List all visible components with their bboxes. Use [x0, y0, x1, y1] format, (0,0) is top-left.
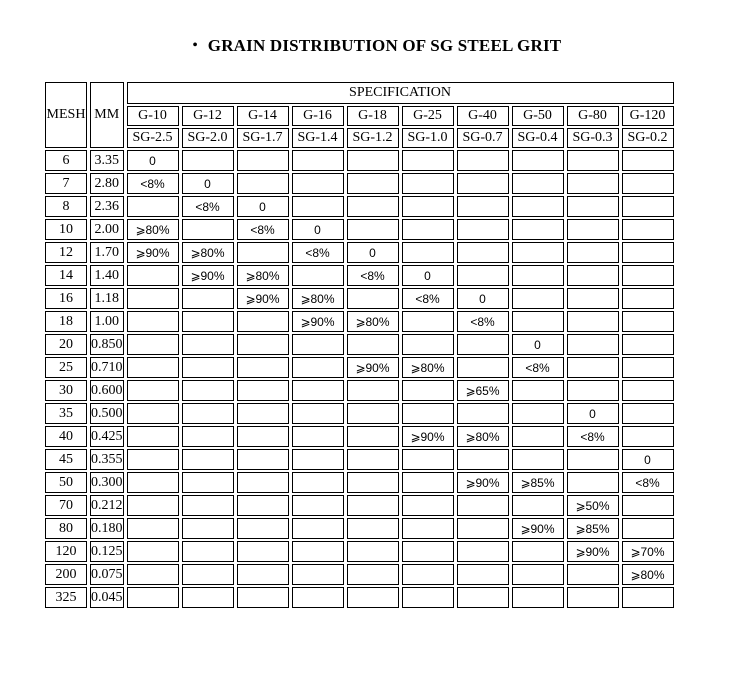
- mm-cell: 0.300: [90, 472, 124, 493]
- distribution-cell: ⩾90%: [182, 265, 234, 286]
- distribution-cell: [567, 219, 619, 240]
- distribution-cell: [182, 334, 234, 355]
- distribution-cell: [127, 265, 179, 286]
- distribution-cell: [567, 357, 619, 378]
- mm-cell: 0.075: [90, 564, 124, 585]
- distribution-cell: [402, 219, 454, 240]
- distribution-cell: [347, 219, 399, 240]
- distribution-cell: [347, 472, 399, 493]
- table-row: [45, 426, 674, 447]
- distribution-cell: [457, 495, 509, 516]
- distribution-cell: [567, 196, 619, 217]
- mesh-cell: 200: [45, 564, 87, 585]
- page-title: [0, 36, 754, 56]
- distribution-cell: [402, 495, 454, 516]
- distribution-cell: [512, 403, 564, 424]
- distribution-cell: [512, 564, 564, 585]
- distribution-cell: [182, 219, 234, 240]
- distribution-cell: ⩾90%: [292, 311, 344, 332]
- distribution-cell: [457, 518, 509, 539]
- mesh-header: MESH: [45, 82, 87, 148]
- distribution-cell: ⩾90%: [567, 541, 619, 562]
- grain-distribution-table: [42, 80, 677, 610]
- distribution-cell: [182, 426, 234, 447]
- distribution-cell: [457, 357, 509, 378]
- distribution-cell: [347, 403, 399, 424]
- distribution-cell: [182, 449, 234, 470]
- distribution-cell: [292, 265, 344, 286]
- distribution-cell: 0: [567, 403, 619, 424]
- mm-header: MM: [90, 82, 124, 148]
- distribution-cell: [457, 219, 509, 240]
- distribution-cell: [237, 426, 289, 447]
- distribution-cell: [457, 173, 509, 194]
- distribution-cell: [402, 449, 454, 470]
- distribution-cell: [347, 587, 399, 608]
- distribution-cell: [567, 472, 619, 493]
- distribution-cell: ⩾80%: [347, 311, 399, 332]
- distribution-cell: [567, 449, 619, 470]
- distribution-cell: [292, 495, 344, 516]
- distribution-cell: [512, 311, 564, 332]
- grade-sg-header: SG-0.4: [512, 128, 564, 148]
- grade-g-header: G-40: [457, 106, 509, 126]
- distribution-cell: [402, 564, 454, 585]
- mm-cell: 0.710: [90, 357, 124, 378]
- distribution-cell: [512, 242, 564, 263]
- mesh-cell: 45: [45, 449, 87, 470]
- distribution-cell: [512, 288, 564, 309]
- distribution-cell: [237, 357, 289, 378]
- mm-cell: 0.180: [90, 518, 124, 539]
- distribution-cell: [622, 357, 674, 378]
- mm-cell: 2.80: [90, 173, 124, 194]
- distribution-cell: [567, 564, 619, 585]
- distribution-cell: <8%: [182, 196, 234, 217]
- distribution-cell: [292, 150, 344, 171]
- distribution-cell: [127, 403, 179, 424]
- distribution-cell: [347, 173, 399, 194]
- distribution-cell: ⩾50%: [567, 495, 619, 516]
- distribution-cell: ⩾70%: [622, 541, 674, 562]
- distribution-cell: [182, 472, 234, 493]
- distribution-cell: ⩾65%: [457, 380, 509, 401]
- distribution-cell: [622, 426, 674, 447]
- mesh-cell: 35: [45, 403, 87, 424]
- distribution-cell: [347, 334, 399, 355]
- distribution-cell: [457, 587, 509, 608]
- distribution-cell: [622, 587, 674, 608]
- mm-cell: 2.36: [90, 196, 124, 217]
- distribution-cell: [347, 196, 399, 217]
- distribution-cell: [127, 518, 179, 539]
- distribution-cell: [347, 495, 399, 516]
- grade-sg-header: SG-1.7: [237, 128, 289, 148]
- distribution-cell: ⩾80%: [457, 426, 509, 447]
- distribution-cell: ⩾90%: [457, 472, 509, 493]
- mm-cell: 0.212: [90, 495, 124, 516]
- distribution-cell: 0: [127, 150, 179, 171]
- distribution-cell: ⩾90%: [512, 518, 564, 539]
- distribution-cell: ⩾90%: [237, 288, 289, 309]
- mm-cell: 1.40: [90, 265, 124, 286]
- distribution-cell: [622, 518, 674, 539]
- distribution-cell: [622, 265, 674, 286]
- distribution-cell: [182, 564, 234, 585]
- distribution-cell: [182, 357, 234, 378]
- distribution-cell: [237, 403, 289, 424]
- distribution-cell: [127, 311, 179, 332]
- distribution-cell: [457, 449, 509, 470]
- distribution-cell: ⩾90%: [402, 426, 454, 447]
- table-row: [45, 541, 674, 562]
- distribution-cell: [402, 541, 454, 562]
- mesh-cell: 12: [45, 242, 87, 263]
- distribution-cell: ⩾90%: [347, 357, 399, 378]
- grade-sg-header: SG-1.0: [402, 128, 454, 148]
- distribution-cell: ⩾80%: [182, 242, 234, 263]
- distribution-cell: [182, 541, 234, 562]
- distribution-cell: <8%: [567, 426, 619, 447]
- distribution-cell: [237, 334, 289, 355]
- mm-cell: 0.355: [90, 449, 124, 470]
- grade-g-header: G-25: [402, 106, 454, 126]
- mm-cell: 0.600: [90, 380, 124, 401]
- distribution-cell: [622, 334, 674, 355]
- distribution-cell: [402, 173, 454, 194]
- mesh-cell: 14: [45, 265, 87, 286]
- distribution-cell: 0: [512, 334, 564, 355]
- mesh-cell: 50: [45, 472, 87, 493]
- distribution-cell: [622, 173, 674, 194]
- distribution-cell: [457, 541, 509, 562]
- mesh-cell: 25: [45, 357, 87, 378]
- distribution-cell: [292, 564, 344, 585]
- distribution-cell: [127, 564, 179, 585]
- distribution-cell: 0: [182, 173, 234, 194]
- mm-cell: 0.850: [90, 334, 124, 355]
- distribution-cell: [402, 196, 454, 217]
- distribution-cell: [182, 380, 234, 401]
- mesh-cell: 8: [45, 196, 87, 217]
- table-row: [45, 472, 674, 493]
- grade-g-header: G-12: [182, 106, 234, 126]
- distribution-cell: [292, 587, 344, 608]
- distribution-cell: [237, 587, 289, 608]
- table-row: [45, 288, 674, 309]
- table-row: [45, 587, 674, 608]
- distribution-cell: [347, 449, 399, 470]
- distribution-cell: [292, 426, 344, 447]
- grade-sg-header: SG-0.3: [567, 128, 619, 148]
- distribution-cell: [457, 564, 509, 585]
- specification-header: SPECIFICATION: [127, 82, 674, 104]
- distribution-cell: [567, 150, 619, 171]
- distribution-cell: [347, 564, 399, 585]
- mm-cell: 1.18: [90, 288, 124, 309]
- distribution-cell: [292, 541, 344, 562]
- distribution-cell: <8%: [127, 173, 179, 194]
- distribution-cell: [237, 541, 289, 562]
- grade-sg-header: SG-1.4: [292, 128, 344, 148]
- table-row: [45, 403, 674, 424]
- distribution-cell: [512, 265, 564, 286]
- distribution-cell: [622, 219, 674, 240]
- table-row: [45, 564, 674, 585]
- mm-cell: 2.00: [90, 219, 124, 240]
- distribution-cell: [622, 150, 674, 171]
- mesh-cell: 16: [45, 288, 87, 309]
- table-row: [45, 196, 674, 217]
- distribution-cell: 0: [347, 242, 399, 263]
- distribution-cell: [567, 242, 619, 263]
- distribution-cell: [347, 541, 399, 562]
- grade-g-header: G-80: [567, 106, 619, 126]
- distribution-cell: [237, 472, 289, 493]
- distribution-cell: [127, 495, 179, 516]
- distribution-cell: [292, 518, 344, 539]
- distribution-cell: [182, 150, 234, 171]
- distribution-cell: [457, 403, 509, 424]
- distribution-cell: <8%: [402, 288, 454, 309]
- distribution-cell: [622, 403, 674, 424]
- distribution-cell: ⩾85%: [512, 472, 564, 493]
- distribution-cell: [402, 403, 454, 424]
- distribution-cell: [292, 403, 344, 424]
- table-row: [45, 357, 674, 378]
- distribution-cell: ⩾90%: [127, 242, 179, 263]
- distribution-cell: [512, 380, 564, 401]
- grade-g-header: G-120: [622, 106, 674, 126]
- distribution-cell: ⩾80%: [127, 219, 179, 240]
- distribution-cell: [127, 196, 179, 217]
- distribution-cell: [512, 587, 564, 608]
- distribution-cell: [237, 449, 289, 470]
- distribution-cell: [347, 426, 399, 447]
- distribution-cell: [182, 495, 234, 516]
- distribution-cell: [567, 587, 619, 608]
- distribution-cell: [127, 449, 179, 470]
- distribution-cell: [402, 472, 454, 493]
- distribution-cell: ⩾85%: [567, 518, 619, 539]
- table-row: [45, 495, 674, 516]
- distribution-cell: [237, 380, 289, 401]
- mesh-cell: 10: [45, 219, 87, 240]
- distribution-cell: [292, 472, 344, 493]
- distribution-cell: [237, 564, 289, 585]
- distribution-cell: 0: [292, 219, 344, 240]
- distribution-cell: [457, 265, 509, 286]
- mm-cell: 0.425: [90, 426, 124, 447]
- distribution-cell: 0: [622, 449, 674, 470]
- table-row: [45, 173, 674, 194]
- distribution-cell: [402, 150, 454, 171]
- distribution-cell: [512, 173, 564, 194]
- distribution-cell: [622, 288, 674, 309]
- distribution-cell: [402, 334, 454, 355]
- distribution-cell: [457, 150, 509, 171]
- table-row: [45, 265, 674, 286]
- grade-sg-header: SG-2.5: [127, 128, 179, 148]
- grade-g-header: G-50: [512, 106, 564, 126]
- distribution-cell: [182, 587, 234, 608]
- distribution-cell: [512, 541, 564, 562]
- distribution-cell: [127, 426, 179, 447]
- distribution-cell: [567, 288, 619, 309]
- distribution-cell: [292, 380, 344, 401]
- distribution-cell: [237, 242, 289, 263]
- distribution-cell: 0: [457, 288, 509, 309]
- distribution-cell: [622, 495, 674, 516]
- grade-sg-header: SG-1.2: [347, 128, 399, 148]
- distribution-cell: [622, 311, 674, 332]
- distribution-cell: [567, 265, 619, 286]
- distribution-cell: <8%: [237, 219, 289, 240]
- mesh-cell: 30: [45, 380, 87, 401]
- grade-sg-header: SG-0.2: [622, 128, 674, 148]
- distribution-cell: [512, 150, 564, 171]
- distribution-cell: [402, 242, 454, 263]
- title-bullet: •: [192, 38, 198, 53]
- grade-sg-header: SG-2.0: [182, 128, 234, 148]
- distribution-cell: [567, 380, 619, 401]
- distribution-cell: [402, 380, 454, 401]
- mesh-cell: 70: [45, 495, 87, 516]
- distribution-cell: [347, 288, 399, 309]
- distribution-cell: ⩾80%: [622, 564, 674, 585]
- table-row: [45, 150, 674, 171]
- mesh-cell: 7: [45, 173, 87, 194]
- distribution-cell: ⩾80%: [292, 288, 344, 309]
- distribution-cell: [567, 173, 619, 194]
- distribution-cell: [347, 150, 399, 171]
- table-row: [45, 242, 674, 263]
- grade-g-header: G-18: [347, 106, 399, 126]
- distribution-cell: [622, 380, 674, 401]
- distribution-cell: [457, 334, 509, 355]
- distribution-cell: [127, 380, 179, 401]
- table-row: [45, 334, 674, 355]
- distribution-cell: [292, 334, 344, 355]
- distribution-cell: [402, 311, 454, 332]
- grade-g-header: G-14: [237, 106, 289, 126]
- mesh-cell: 325: [45, 587, 87, 608]
- distribution-cell: [127, 541, 179, 562]
- distribution-cell: [512, 426, 564, 447]
- distribution-cell: [127, 472, 179, 493]
- distribution-cell: <8%: [622, 472, 674, 493]
- grade-g-header: G-16: [292, 106, 344, 126]
- distribution-cell: [512, 449, 564, 470]
- distribution-cell: [292, 173, 344, 194]
- distribution-cell: [512, 196, 564, 217]
- distribution-cell: [622, 196, 674, 217]
- mesh-cell: 40: [45, 426, 87, 447]
- mm-cell: 1.70: [90, 242, 124, 263]
- mesh-cell: 6: [45, 150, 87, 171]
- distribution-cell: [182, 518, 234, 539]
- distribution-cell: [182, 403, 234, 424]
- title-text: GRAIN DISTRIBUTION OF SG STEEL GRIT: [207, 36, 562, 55]
- mesh-cell: 20: [45, 334, 87, 355]
- mm-cell: 0.045: [90, 587, 124, 608]
- distribution-cell: [127, 587, 179, 608]
- distribution-cell: [567, 334, 619, 355]
- distribution-cell: [237, 311, 289, 332]
- mesh-cell: 120: [45, 541, 87, 562]
- distribution-cell: [237, 518, 289, 539]
- distribution-cell: ⩾80%: [237, 265, 289, 286]
- grade-g-header: G-10: [127, 106, 179, 126]
- mesh-cell: 80: [45, 518, 87, 539]
- distribution-cell: [127, 288, 179, 309]
- distribution-cell: <8%: [512, 357, 564, 378]
- distribution-cell: [457, 196, 509, 217]
- distribution-cell: [292, 196, 344, 217]
- table-row: [45, 518, 674, 539]
- distribution-cell: [237, 173, 289, 194]
- mm-cell: 3.35: [90, 150, 124, 171]
- table-row: [45, 311, 674, 332]
- table-row: [45, 219, 674, 240]
- mm-cell: 1.00: [90, 311, 124, 332]
- mm-cell: 0.500: [90, 403, 124, 424]
- table-row: [45, 449, 674, 470]
- distribution-cell: <8%: [457, 311, 509, 332]
- table-row: [45, 380, 674, 401]
- grade-sg-header: SG-0.7: [457, 128, 509, 148]
- distribution-cell: <8%: [347, 265, 399, 286]
- distribution-cell: [402, 518, 454, 539]
- distribution-cell: [512, 495, 564, 516]
- mesh-cell: 18: [45, 311, 87, 332]
- distribution-cell: [622, 242, 674, 263]
- distribution-cell: [567, 311, 619, 332]
- distribution-cell: [237, 495, 289, 516]
- distribution-cell: [457, 242, 509, 263]
- distribution-cell: [127, 334, 179, 355]
- distribution-cell: ⩾80%: [402, 357, 454, 378]
- distribution-cell: [292, 357, 344, 378]
- distribution-cell: [182, 311, 234, 332]
- distribution-cell: [347, 380, 399, 401]
- distribution-cell: [127, 357, 179, 378]
- distribution-cell: [512, 219, 564, 240]
- distribution-cell: [347, 518, 399, 539]
- mm-cell: 0.125: [90, 541, 124, 562]
- distribution-cell: <8%: [292, 242, 344, 263]
- distribution-cell: [237, 150, 289, 171]
- distribution-cell: 0: [402, 265, 454, 286]
- distribution-cell: [292, 449, 344, 470]
- distribution-cell: [402, 587, 454, 608]
- distribution-cell: 0: [237, 196, 289, 217]
- distribution-cell: [182, 288, 234, 309]
